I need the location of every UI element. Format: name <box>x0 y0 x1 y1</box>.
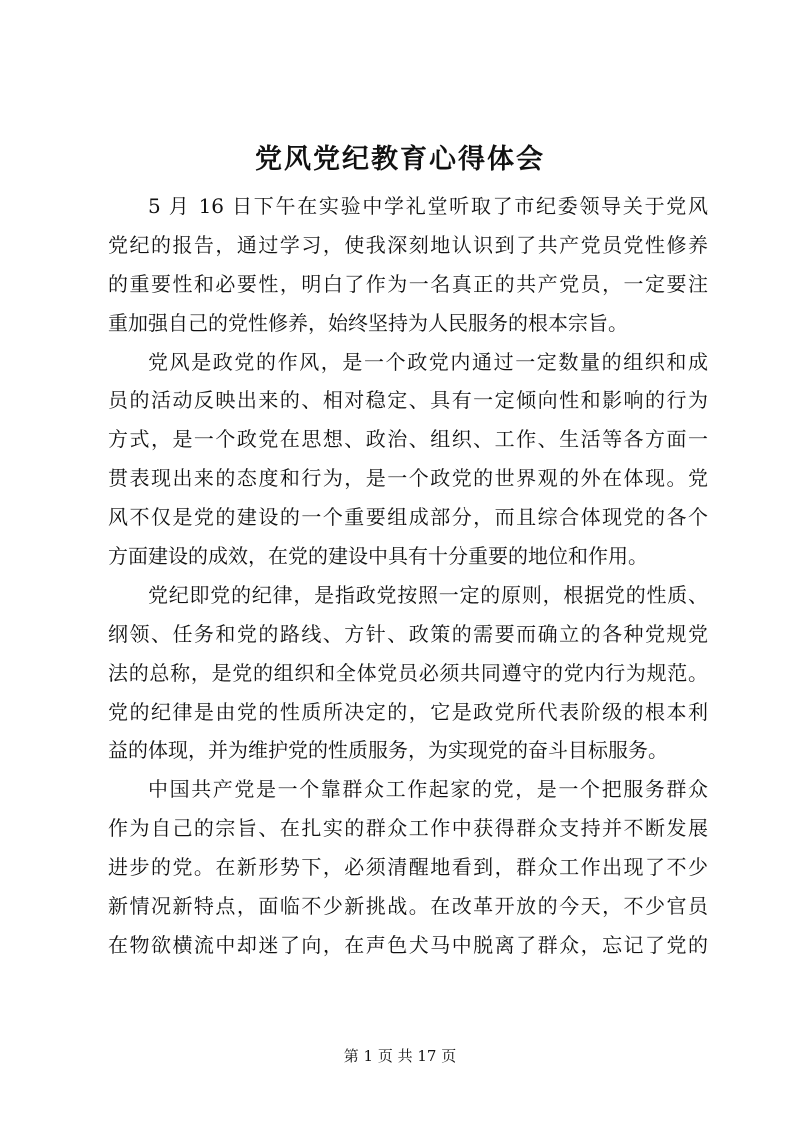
text-line: 益的体现，并为维护党的性质服务，为实现党的奋斗目标服务。 <box>108 738 668 763</box>
text-line: 重加强自己的党性修养，始终坚持为人民服务的根本宗旨。 <box>108 310 628 335</box>
text-line: 作为自己的宗旨、在扎实的群众工作中获得群众支持并不断发展 <box>108 816 708 841</box>
text-line: 党的纪律是由党的性质所决定的，它是政党所代表阶级的根本利 <box>108 699 708 724</box>
paragraph <box>108 576 708 770</box>
text-line: 风不仅是党的建设的一个重要组成部分，而且综合体现党的各个 <box>108 505 708 530</box>
paragraph <box>108 770 708 964</box>
paragraph <box>108 187 708 343</box>
text-line: 的重要性和必要性，明白了作为一名真正的共产党员，一定要注 <box>108 271 708 296</box>
document-title: 党风党纪教育心得体会 <box>255 144 545 175</box>
text-line: 党纪即党的纪律，是指政党按照一定的原则，根据党的性质、 <box>148 582 708 607</box>
text-line: 中国共产党是一个靠群众工作起家的党，是一个把服务群众 <box>148 777 708 802</box>
document-body <box>108 187 708 965</box>
text-line: 纲领、任务和党的路线、方针、政策的需要而确立的各种党规党 <box>108 621 708 646</box>
text-line: 新情况新特点，面临不少新挑战。在改革开放的今天，不少官员 <box>108 894 708 919</box>
text-line: 贯表现出来的态度和行为，是一个政党的世界观的外在体现。党 <box>108 466 708 491</box>
text-line: 进步的党。在新形势下，必须清醒地看到，群众工作出现了不少 <box>108 855 708 880</box>
text-line: 党风是政党的作风，是一个政党内通过一定数量的组织和成 <box>148 349 708 374</box>
page-number-footer: 第 1 页 共 17 页 <box>343 1047 457 1065</box>
text-line: 方面建设的成效，在党的建设中具有十分重要的地位和作用。 <box>108 544 648 569</box>
text-line: 党纪的报告，通过学习，使我深刻地认识到了共产党员党性修养 <box>108 232 708 257</box>
text-line: 员的活动反映出来的、相对稳定、具有一定倾向性和影响的行为 <box>108 388 708 413</box>
text-line: 方式，是一个政党在思想、政治、组织、工作、生活等各方面一 <box>108 427 708 452</box>
paragraph <box>108 343 708 576</box>
text-line: 法的总称，是党的组织和全体党员必须共同遵守的党内行为规范。 <box>108 660 708 685</box>
text-line: 5 月 16 日下午在实验中学礼堂听取了市纪委领导关于党风 <box>148 194 708 218</box>
text-line: 在物欲横流中却迷了向，在声色犬马中脱离了群众，忘记了党的 <box>108 932 708 957</box>
